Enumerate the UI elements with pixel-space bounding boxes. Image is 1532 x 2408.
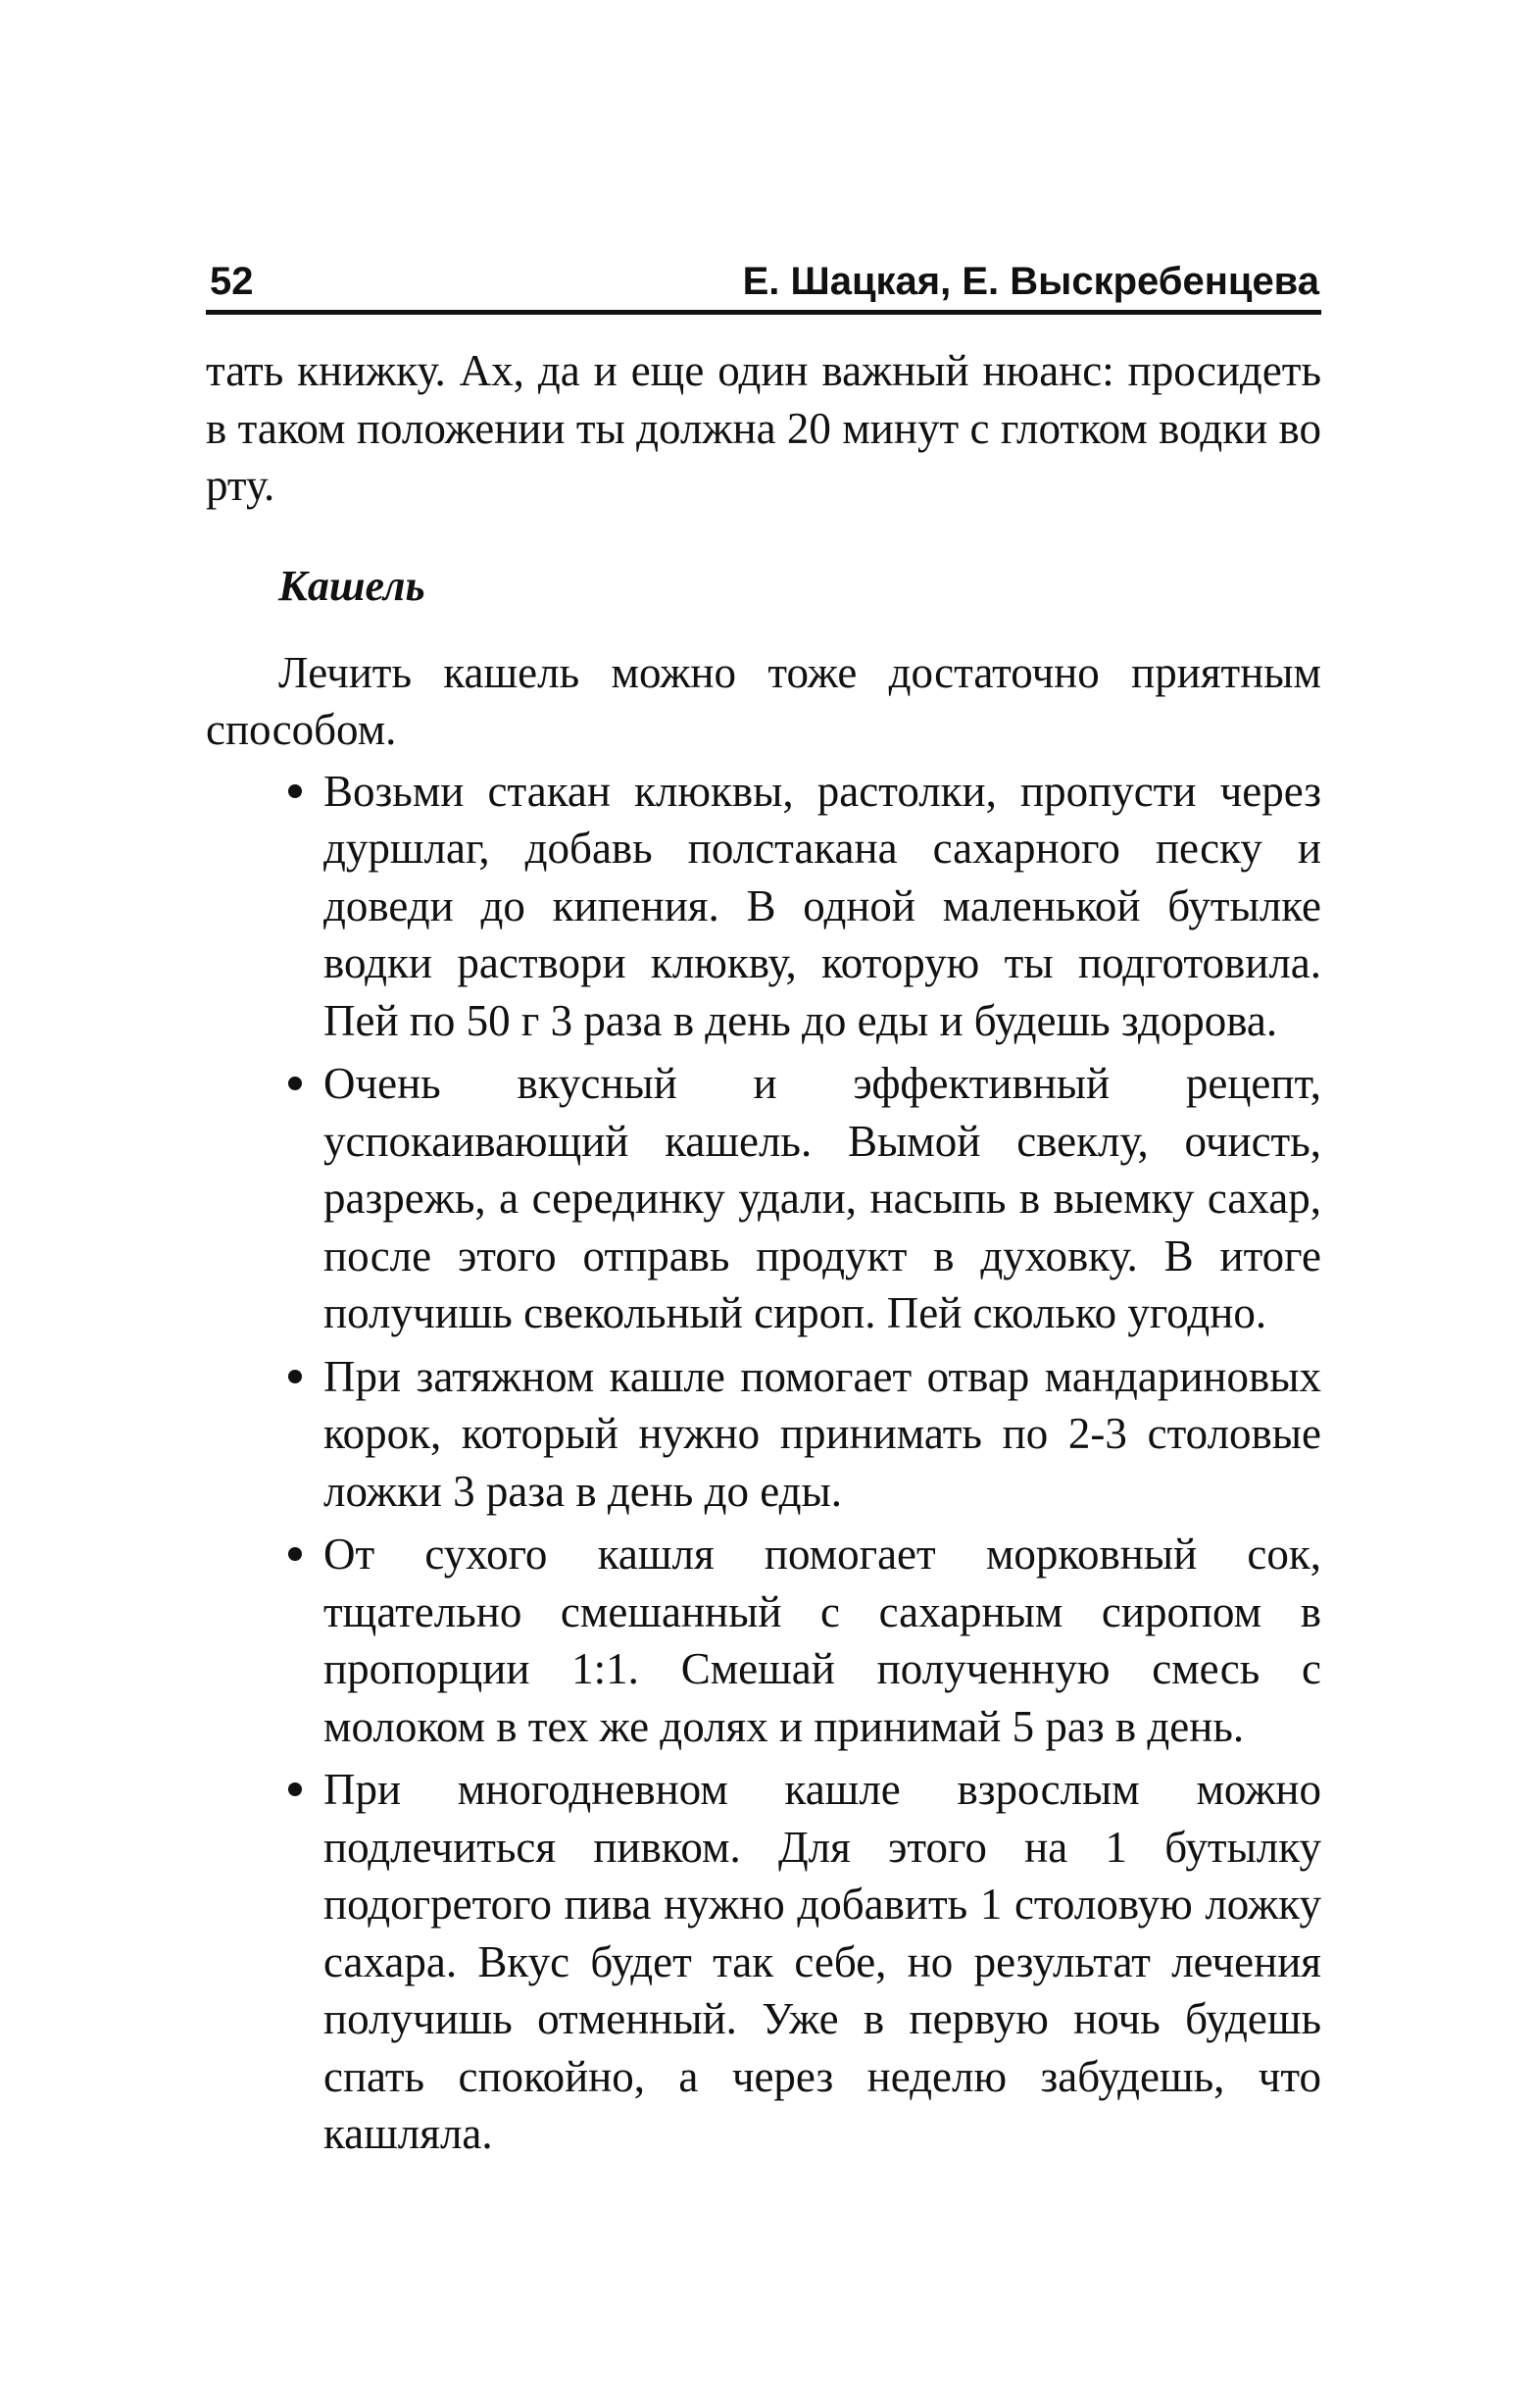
bullet-icon: [288, 1370, 302, 1383]
bullet-icon: [288, 1782, 302, 1796]
section-heading: Кашель: [278, 561, 425, 610]
book-page: [206, 245, 1321, 2169]
bullet-icon: [288, 1547, 302, 1561]
list-item-text: От сухого кашля помогает морковный сок, тщательно смешанный с сахарным сиропом в пропорции 1:1. Смешай полученную смесь с молоком в тех же долях и принимай 5 раз в день.: [323, 1530, 1321, 1751]
list-item: [323, 1055, 1321, 1342]
bullet-icon: [288, 784, 302, 798]
continued-paragraph: тать книжку. Ах, да и еще один важный нюанс: просидеть в таком положении ты должна 20 минут с глотком водки во рту.: [206, 346, 1321, 510]
header-authors: Е. Шацкая, Е. Выскребенцева: [742, 260, 1319, 303]
body-text: [206, 342, 1321, 2163]
recipe-list: [206, 763, 1321, 2163]
bullet-icon: [288, 1077, 302, 1090]
intro-paragraph: Лечить кашель можно тоже достаточно приятным способом.: [206, 647, 1321, 754]
running-header: [206, 245, 1321, 315]
list-item: [323, 1761, 1321, 2163]
list-item-text: Очень вкусный и эффективный рецепт, успокаивающий кашель. Вымой свеклу, очисть, разрежь, а серединку удали, насыпь в выемку сахар, после этого отправь продукт в духовку. В итоге получишь свекольный сироп. Пей сколько угодно.: [323, 1059, 1321, 1337]
list-item-text: При затяжном кашле помогает отвар мандариновых корок, который нужно принимать по 2-3 столовые ложки 3 раза в день до еды.: [323, 1351, 1321, 1516]
list-item: [323, 763, 1321, 1050]
list-item-text: Возьми стакан клюквы, растолки, пропусти через дуршлаг, добавь полстакана сахарного песку и доведи до кипения. В одной маленькой бутылке водки раствори клюкву, которую ты подготовила. Пей по 50 г 3 раза в день до еды и будешь здорова.: [323, 766, 1321, 1045]
page-number: 52: [210, 260, 254, 303]
list-item: [323, 1526, 1321, 1755]
list-item-text: При многодневном кашле взрослым можно подлечиться пивком. Для этого на 1 бутылку подогретого пива нужно добавить 1 столовую ложку сахара. Вкус будет так себе, но результат лечения получишь отменный. Уже в первую ночь будешь спать спокойно, а через неделю забудешь, что кашляла.: [323, 1765, 1321, 2158]
list-item: [323, 1348, 1321, 1521]
